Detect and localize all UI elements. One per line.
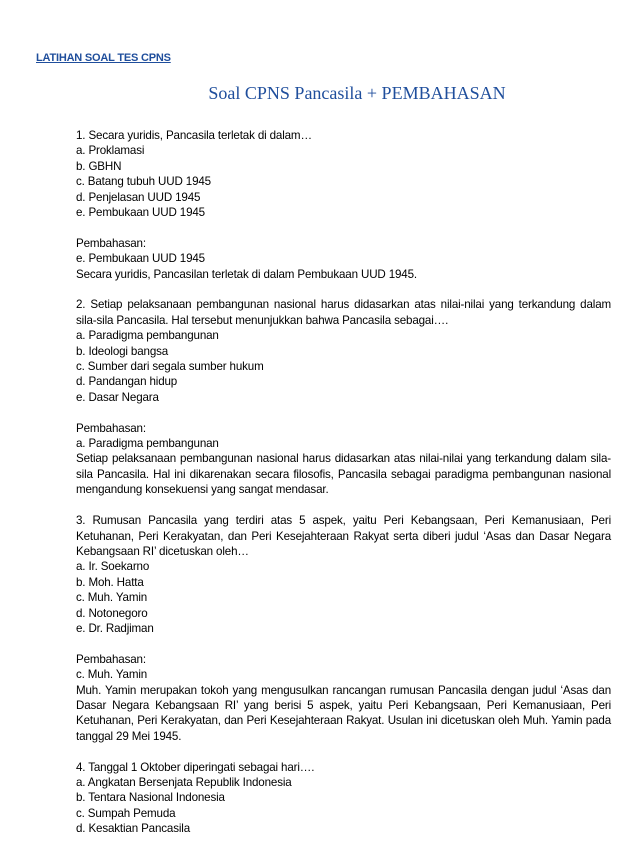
question-text: 4. Tanggal 1 Oktober diperingati sebagai hari…. <box>76 760 315 774</box>
explanation: Setiap pelaksanaan pembangunan nasional harus didasarkan atas nilai-nilai yang terkandung dalam sila-sila Pancasila. Hal ini dikarenakan secara filosofis, Pancasila sebagai paradigma pembangunan nasional mengandung konsekuensi yang sangat mendasar. <box>76 452 611 497</box>
option-b: b. GBHN <box>76 159 122 173</box>
question-1 <box>76 128 611 220</box>
option-a: a. Proklamasi <box>76 144 145 158</box>
discussion-label: Pembahasan: <box>76 421 146 435</box>
category-link[interactable]: LATIHAN SOAL TES CPNS <box>36 52 171 64</box>
question-text: 2. Setiap pelaksanaan pembangunan nasional harus didasarkan atas nilai-nilai yang terkandung dalam sila-sila Pancasila. Hal tersebut menunjukkan bahwa Pancasila sebagai…. <box>76 298 611 327</box>
explanation: Muh. Yamin merupakan tokoh yang mengusulkan rancangan rumusan Pancasila dengan judul ‘Asas dan Dasar Negara Kebangsaan RI’ yang berisi 5 aspek, yaitu Peri Kebangsaan, Peri Kemanusiaan, Peri Ketuhanan, Peri Kerakyatan, dan Peri Kesejahteraan Rakyat. Usulan ini dicetuskan oleh Muh. Yamin pada tanggal 29 Mei 1945. <box>76 683 611 743</box>
option-c: c. Sumber dari segala sumber hukum <box>76 360 264 374</box>
document-body <box>76 128 611 852</box>
option-d: d. Notonegoro <box>76 606 148 620</box>
option-d: d. Kesaktian Pancasila <box>76 822 190 836</box>
option-d: d. Pandangan hidup <box>76 375 178 389</box>
discussion-2 <box>76 421 611 498</box>
discussion-label: Pembahasan: <box>76 652 146 666</box>
answer: a. Paradigma pembangunan <box>76 437 219 451</box>
option-a: a. Paradigma pembangunan <box>76 329 219 343</box>
option-c: c. Muh. Yamin <box>76 591 148 605</box>
option-a: a. Angkatan Bersenjata Republik Indonesia <box>76 775 292 789</box>
option-b: b. Ideologi bangsa <box>76 344 169 358</box>
option-e: e. Dr. Radjiman <box>76 621 154 635</box>
option-e: e. Dasar Negara <box>76 390 159 404</box>
question-text: 1. Secara yuridis, Pancasila terletak di dalam… <box>76 129 312 142</box>
question-3 <box>76 513 611 636</box>
discussion-3 <box>76 652 611 744</box>
answer: c. Muh. Yamin <box>76 668 148 682</box>
option-d: d. Penjelasan UUD 1945 <box>76 190 201 204</box>
option-b: b. Moh. Hatta <box>76 575 144 589</box>
question-2 <box>76 297 611 405</box>
discussion-1 <box>76 236 611 282</box>
option-c: c. Sumpah Pemuda <box>76 806 176 820</box>
option-b: b. Tentara Nasional Indonesia <box>76 791 225 805</box>
option-a: a. Ir. Soekarno <box>76 560 150 574</box>
discussion-label: Pembahasan: <box>76 236 146 250</box>
question-text: 3. Rumusan Pancasila yang terdiri atas 5 aspek, yaitu Peri Kebangsaan, Peri Kemanusiaan, Peri Ketuhanan, Peri Kerakyatan, dan Peri Kesejahteraan Rakyat serta diberi judul ‘Asas dan Dasar Negara Kebangsaan RI’ dicetuskan oleh… <box>76 514 611 558</box>
option-c: c. Batang tubuh UUD 1945 <box>76 175 211 189</box>
question-4 <box>76 760 611 837</box>
page-title: Soal CPNS Pancasila + PEMBAHASAN <box>208 83 506 103</box>
option-e: e. Pembukaan UUD 1945 <box>76 206 205 220</box>
explanation: Secara yuridis, Pancasilan terletak di dalam Pembukaan UUD 1945. <box>76 267 417 281</box>
answer: e. Pembukaan UUD 1945 <box>76 252 205 266</box>
